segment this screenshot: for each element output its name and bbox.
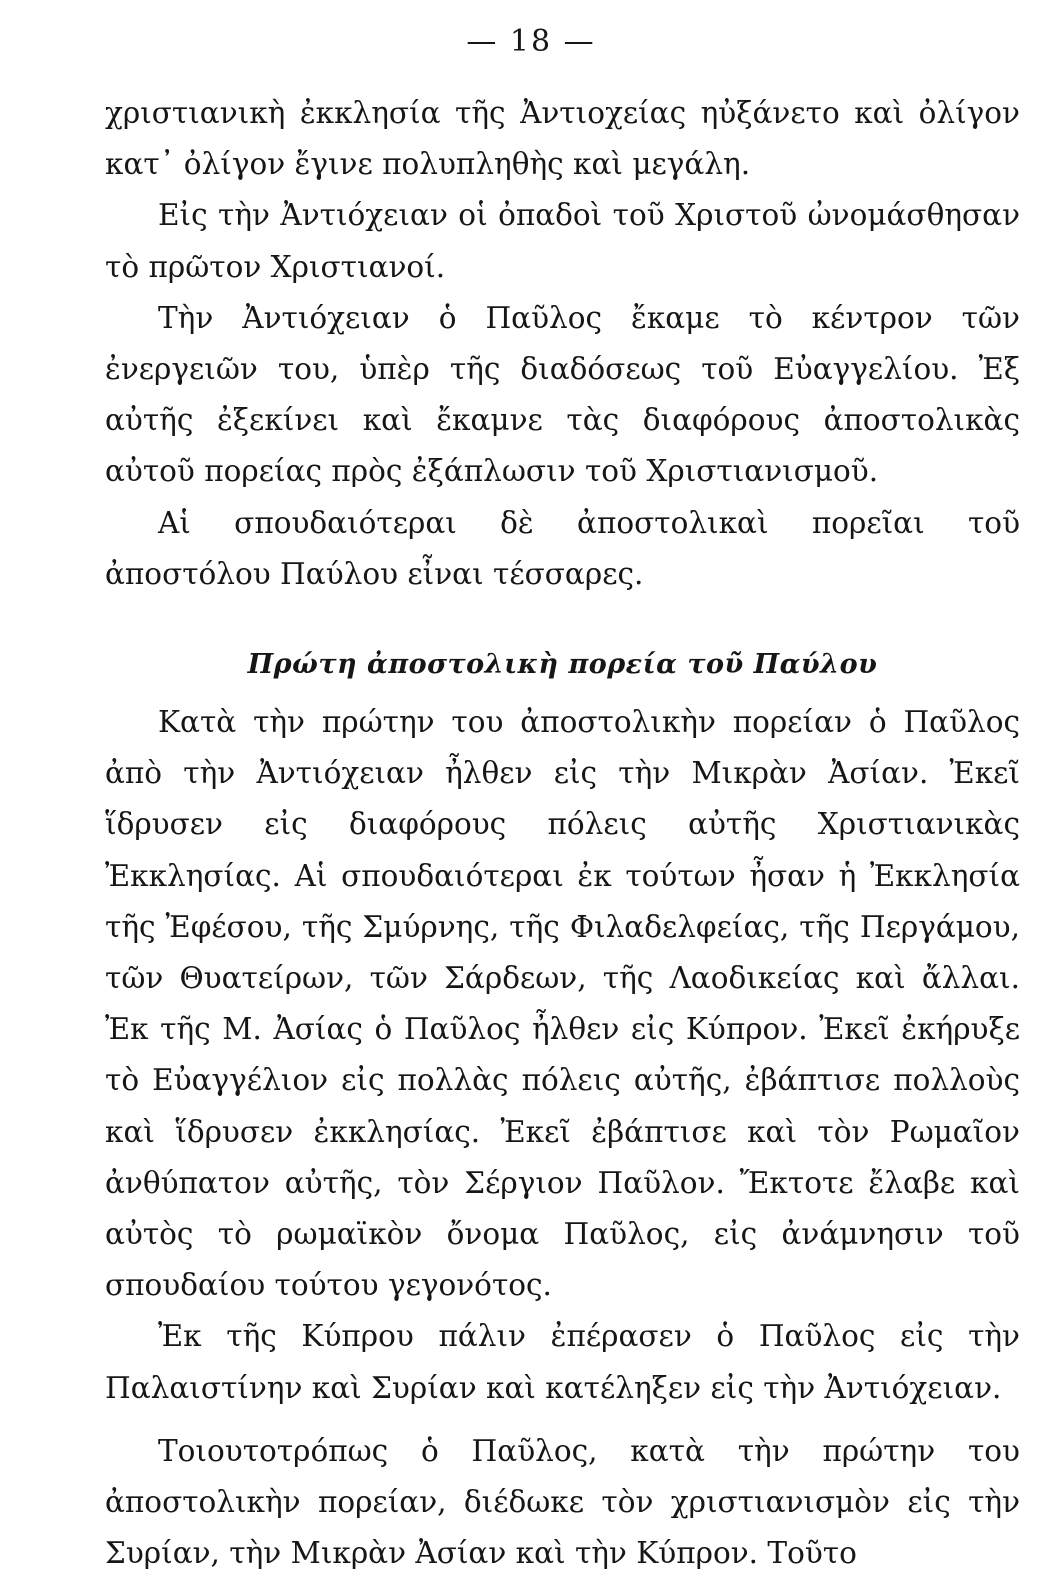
paragraph-christians-name: Εἰς τὴν Ἀντιόχειαν οἱ ὀπαδοὶ τοῦ Χριστοῦ ὠνομάσθησαν τὸ πρῶτον Χριστιανοί.	[105, 198, 1020, 284]
paragraph-first-journey: Κατὰ τὴν πρώτην του ἀποστολικὴν πορείαν ὁ Παῦλος ἀπὸ τὴν Ἀντιόχειαν ἦλθεν εἰς τὴν Μικρὰν Ἀσίαν. Ἐκεῖ ἵδρυσεν εἰς διαφόρους πόλεις αὐτῆς Χριστιανικὰς Ἐκκλησίας. Αἱ σπουδαιότεραι ἐκ τούτων ἦσαν ἡ Ἐκκλησία τῆς Ἐφέσου, τῆς Σμύρνης, τῆς Φιλαδελφείας, τῆς Περγάμου, τῶν Θυατείρων, τῶν Σάρδεων, τῆς Λαοδικείας καὶ ἄλλαι. Ἐκ τῆς Μ. Ἀσίας ὁ Παῦλος ἦλθεν εἰς Κύπρον. Ἐκεῖ ἐκήρυξε τὸ Εὐαγγέλιον εἰς πολλὰς πόλεις αὐτῆς, ἐβάπτισε πολλοὺς καὶ ἵδρυσεν ἐκκλησίας. Ἐκεῖ ἐβάπτισε καὶ τὸν Ρωμαῖον ἀνθύπατον αὐτῆς, τὸν Σέργιον Παῦλον. Ἔκτοτε ἔλαβε καὶ αὐτὸς τὸ ρωμαϊκὸν ὄνομα Παῦλος, εἰς ἀνάμνησιν τοῦ σπουδαίου τούτου γεγονότος.	[105, 705, 1020, 1303]
paragraph-antioch-center: Τὴν Ἀντιόχειαν ὁ Παῦλος ἔκαμε τὸ κέντρον τῶν ἐνεργειῶν του, ὑπὲρ τῆς διαδόσεως τοῦ Εὐαγγελίου. Ἐξ αὐτῆς ἐξεκίνει καὶ ἔκαμνε τὰς διαφόρους ἀποστολικὰς αὐτοῦ πορείας πρὸς ἐξάπλωσιν τοῦ Χριστιανισμοῦ.	[105, 300, 1020, 489]
section-heading: Πρώτη ἀποστολικὴ πορεία τοῦ Παύλου	[247, 649, 878, 681]
paragraph-return-antioch: Ἐκ τῆς Κύπρου πάλιν ἐπέρασεν ὁ Παῦλος εἰς τὴν Παλαιστίνην καὶ Συρίαν καὶ κατέληξεν εἰς τὴν Ἀντιόχειαν.	[105, 1319, 1020, 1405]
page-number: — 18 —	[466, 24, 596, 59]
paragraph-summary: Τοιουτοτρόπως ὁ Παῦλος, κατὰ τὴν πρώτην του ἀποστολικὴν πορείαν, διέδωκε τὸν χριστιανισμὸν εἰς τὴν Συρίαν, τὴν Μικρὰν Ἀσίαν καὶ τὴν Κύπρον. Τοῦτο	[105, 1433, 1020, 1571]
text-column	[105, 88, 1020, 1579]
paragraph-continuation: χριστιανικὴ ἐκκλησία τῆς Ἀντιοχείας ηὐξάνετο καὶ ὀλίγον κατ᾽ ὀλίγον ἔγινε πολυπληθὴς καὶ μεγάλη.	[105, 96, 1020, 182]
paragraph-four-journeys: Αἱ σπουδαιότεραι δὲ ἀποστολικαὶ πορεῖαι τοῦ ἀποστόλου Παύλου εἶναι τέσσαρες.	[105, 505, 1020, 591]
